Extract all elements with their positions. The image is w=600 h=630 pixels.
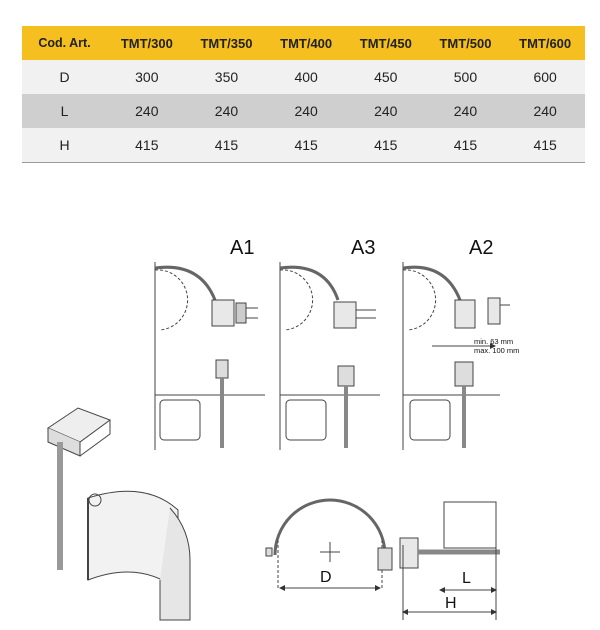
table-cell: 240 bbox=[505, 94, 585, 128]
table-cell: 240 bbox=[266, 94, 346, 128]
header-tmt-400: TMT/400 bbox=[266, 26, 346, 60]
label-a1: A1 bbox=[230, 237, 255, 259]
diagram-a1 bbox=[155, 262, 265, 450]
header-tmt-450: TMT/450 bbox=[346, 26, 426, 60]
table-cell: 240 bbox=[187, 94, 267, 128]
dimension-drawing bbox=[266, 500, 500, 620]
table-cell: 450 bbox=[346, 60, 426, 94]
header-tmt-600: TMT/600 bbox=[505, 26, 585, 60]
table-cell: 400 bbox=[266, 60, 346, 94]
table-cell: 240 bbox=[346, 94, 426, 128]
dim-label-h: H bbox=[445, 595, 457, 612]
table-cell: 300 bbox=[107, 60, 187, 94]
table-cell: 415 bbox=[505, 128, 585, 163]
table-cell: 415 bbox=[346, 128, 426, 163]
header-tmt-300: TMT/300 bbox=[107, 26, 187, 60]
table-cell: 415 bbox=[426, 128, 506, 163]
header-tmt-500: TMT/500 bbox=[426, 26, 506, 60]
diagram-a2 bbox=[403, 262, 510, 450]
row-label: H bbox=[22, 128, 107, 163]
min-note: min. 63 mm bbox=[474, 337, 514, 346]
row-label: L bbox=[22, 94, 107, 128]
label-a3: A3 bbox=[351, 237, 376, 259]
row-label: D bbox=[22, 60, 107, 94]
table-cell: 415 bbox=[266, 128, 346, 163]
table-cell: 350 bbox=[187, 60, 267, 94]
label-a2: A2 bbox=[469, 237, 494, 259]
dim-label-d: D bbox=[320, 569, 332, 586]
table-cell: 240 bbox=[426, 94, 506, 128]
max-note: max. 100 mm bbox=[474, 346, 520, 355]
diagram-a3 bbox=[280, 262, 380, 450]
header-cod-art: Cod. Art. bbox=[22, 26, 107, 60]
table-cell: 500 bbox=[426, 60, 506, 94]
header-tmt-350: TMT/350 bbox=[187, 26, 267, 60]
table-cell: 240 bbox=[107, 94, 187, 128]
dim-label-l: L bbox=[462, 570, 471, 587]
table-cell: 415 bbox=[107, 128, 187, 163]
table-cell: 415 bbox=[187, 128, 267, 163]
table-cell: 600 bbox=[505, 60, 585, 94]
